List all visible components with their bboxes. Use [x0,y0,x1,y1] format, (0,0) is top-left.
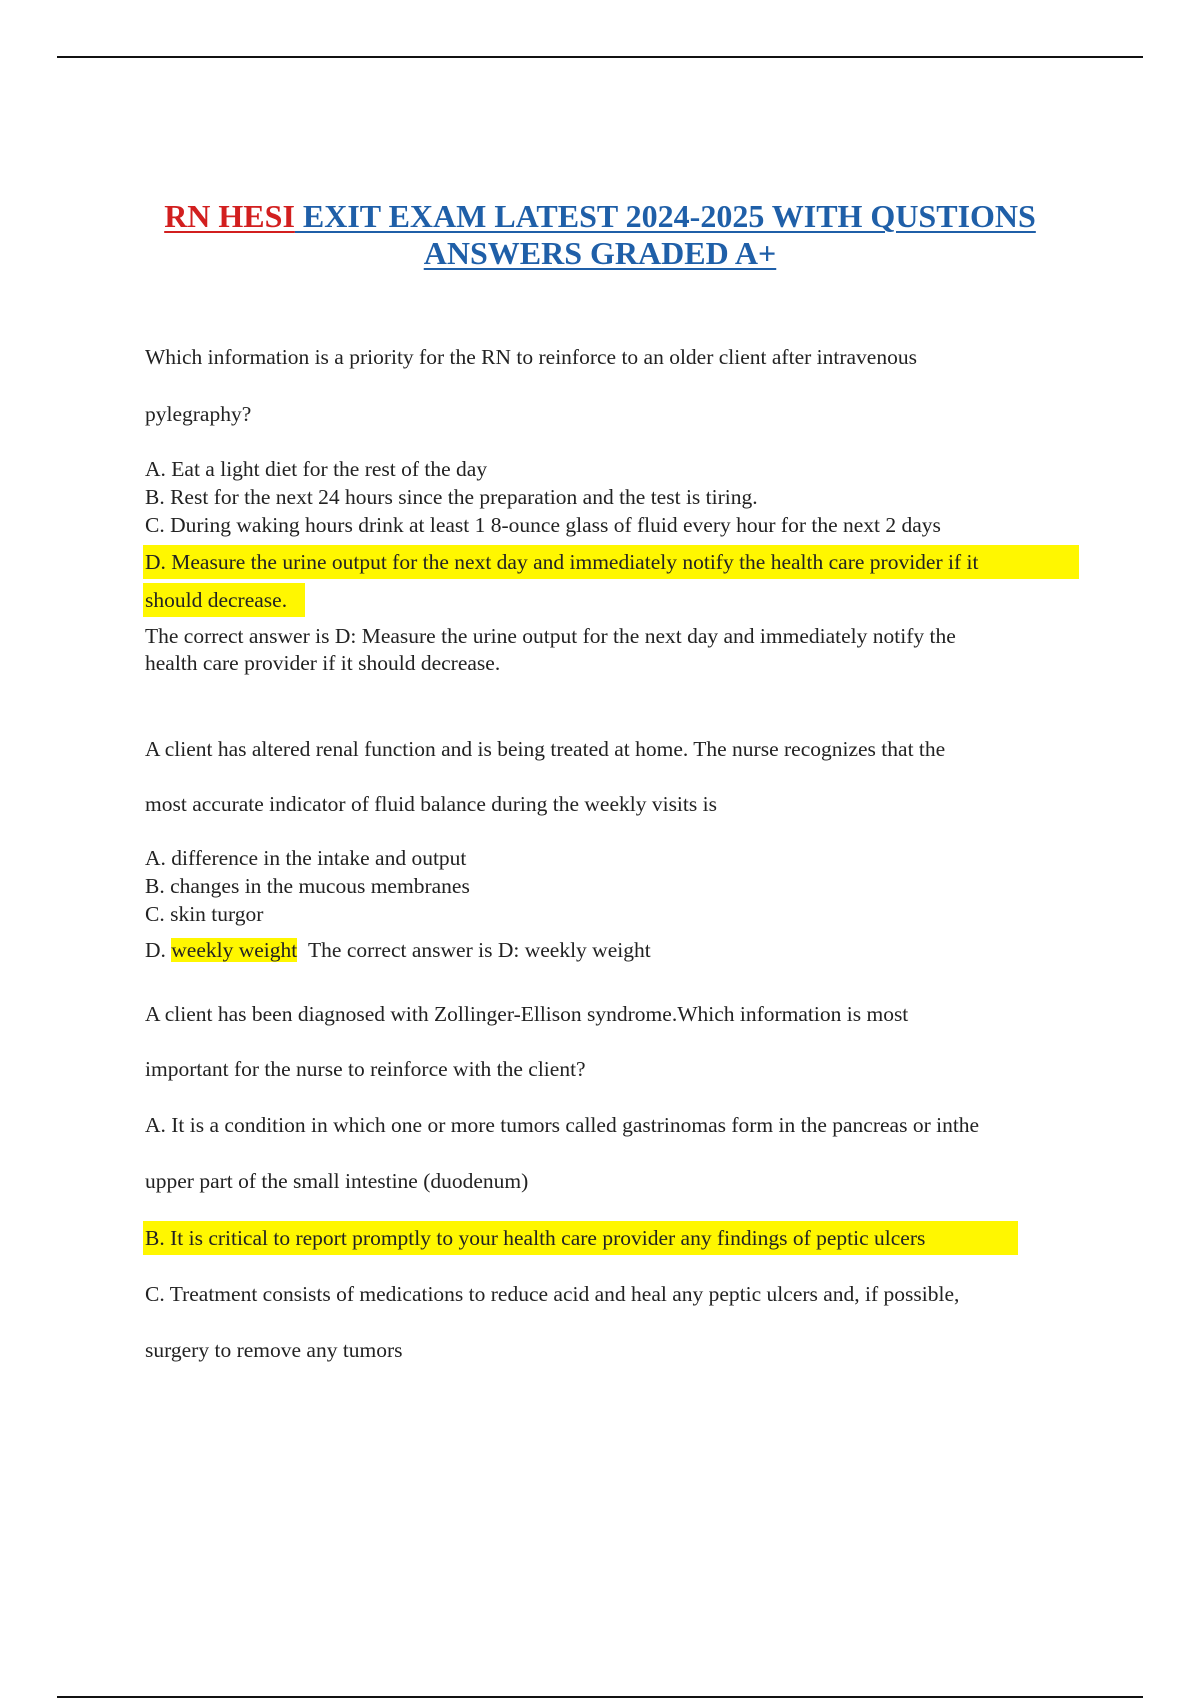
footer-rule [57,1696,1143,1698]
q2-answer: The correct answer is D: weekly weight [308,938,651,962]
q2-option-b: B. changes in the mucous membranes [145,874,470,898]
title-red-part: RN HESI [164,198,295,234]
q2-option-d-highlighted: weekly weight [171,938,298,962]
q2-option-c: C. skin turgor [145,902,264,926]
q1-answer-line-2: health care provider if it should decrease. [145,651,501,675]
q3-option-b: B. It is critical to report promptly to your health care provider any findings of peptic ulcers [145,1226,926,1250]
q2-option-a: A. difference in the intake and output [145,846,467,870]
q3-option-c-line-2: surgery to remove any tumors [145,1338,403,1362]
q1-option-c: C. During waking hours drink at least 1 8-ounce glass of fluid every hour for the next 2 days [145,513,941,537]
q3-stem-line-1: A client has been diagnosed with Zollinger-Ellison syndrome.Which information is most [145,1002,909,1026]
q2-stem-line-1: A client has altered renal function and is being treated at home. The nurse recognizes that the [145,737,946,761]
q2-option-d-prefix: D. [145,938,172,962]
q3-option-c-line-1: C. Treatment consists of medications to reduce acid and heal any peptic ulcers and, if possible, [145,1282,960,1306]
q2-stem-line-2: most accurate indicator of fluid balance during the weekly visits is [145,792,717,816]
q1-stem-line-1: Which information is a priority for the RN to reinforce to an older client after intravenous [145,345,917,369]
q1-option-b: B. Rest for the next 24 hours since the preparation and the test is tiring. [145,485,758,509]
q2-option-d [145,938,651,963]
document-title [0,198,1200,272]
title-line-2 [0,235,1200,272]
header-rule [57,56,1143,58]
title-blue-part: EXIT EXAM LATEST 2024-2025 WITH QUSTIONS [294,198,1036,234]
q1-answer-line-1: The correct answer is D: Measure the urine output for the next day and immediately notify the [145,624,956,648]
q3-option-a-line-2: upper part of the small intestine (duodenum) [145,1169,529,1193]
q1-option-d-line-2: should decrease. [145,588,288,612]
q3-option-a-line-1: A. It is a condition in which one or more tumors called gastrinomas form in the pancreas or inthe [145,1113,980,1137]
q1-option-d-line-1: D. Measure the urine output for the next day and immediately notify the health care provider if it [145,550,979,574]
title-line-1 [0,198,1200,235]
q1-stem-line-2: pylegraphy? [145,402,252,426]
title-blue-line-2: ANSWERS GRADED A+ [423,235,777,271]
q1-option-a: A. Eat a light diet for the rest of the day [145,457,488,481]
q3-stem-line-2: important for the nurse to reinforce with the client? [145,1057,586,1081]
